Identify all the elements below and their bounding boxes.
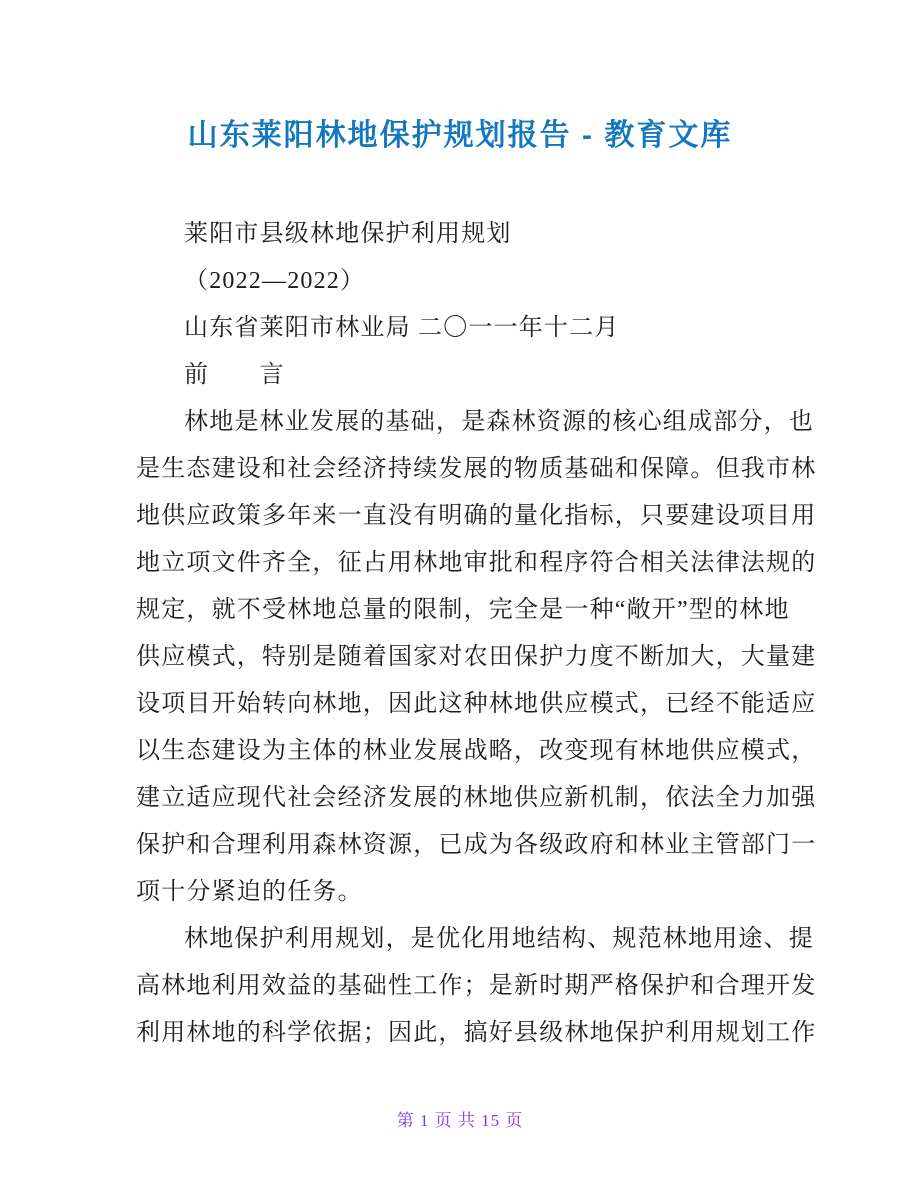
text-line: 供应模式，特别是随着国家对农田保护力度不断加大，大量建 [136,644,817,670]
text-line: 林地是林业发展的基础，是森林资源的核心组成部分，也 [184,409,814,435]
paragraph-2 [136,916,817,1057]
text-line: 利用林地的科学依据；因此，搞好县级林地保护利用规划工作 [136,1020,817,1046]
text-line: 是生态建设和社会经济持续发展的物质基础和保障。但我市林 [136,456,817,482]
document-title: 山东莱阳林地保护规划报告 - 教育文库 [187,119,733,152]
intro-line-plan-name: 莱阳市县级林地保护利用规划 [184,221,512,247]
text-line: 项十分紧迫的任务。 [136,879,363,905]
intro-line-preface-heading: 前 言 [184,362,285,388]
text-line: 地立项文件齐全，征占用林地审批和程序符合相关法律法规的 [136,550,817,576]
text-line: 林地保护利用规划，是优化用地结构、规范林地用途、提 [184,926,814,952]
document-body [136,211,817,1057]
text-line: 地供应政策多年来一直没有明确的量化指标，只要建设项目用 [136,503,817,529]
intro-line-agency-date: 山东省莱阳市林业局 二〇一一年十二月 [184,315,620,341]
text-line: 以生态建设为主体的林业发展战略，改变现有林地供应模式， [136,738,817,764]
intro-block [136,211,792,399]
paragraph-1 [136,399,817,916]
text-line: 规定，就不受林地总量的限制，完全是一种“敞开”型的林地 [136,597,790,623]
text-line: 建立适应现代社会经济发展的林地供应新机制，依法全力加强 [136,785,817,811]
text-line: 设项目开始转向林地，因此这种林地供应模式，已经不能适应 [136,691,817,717]
text-line: 保护和合理利用森林资源，已成为各级政府和林业主管部门一 [136,832,817,858]
text-line: 高林地利用效益的基础性工作；是新时期严格保护和合理开发 [136,973,817,999]
page-number-footer: 第 1 页 共 15 页 [396,1111,524,1130]
intro-line-plan-years: （2022—2022） [184,268,366,294]
